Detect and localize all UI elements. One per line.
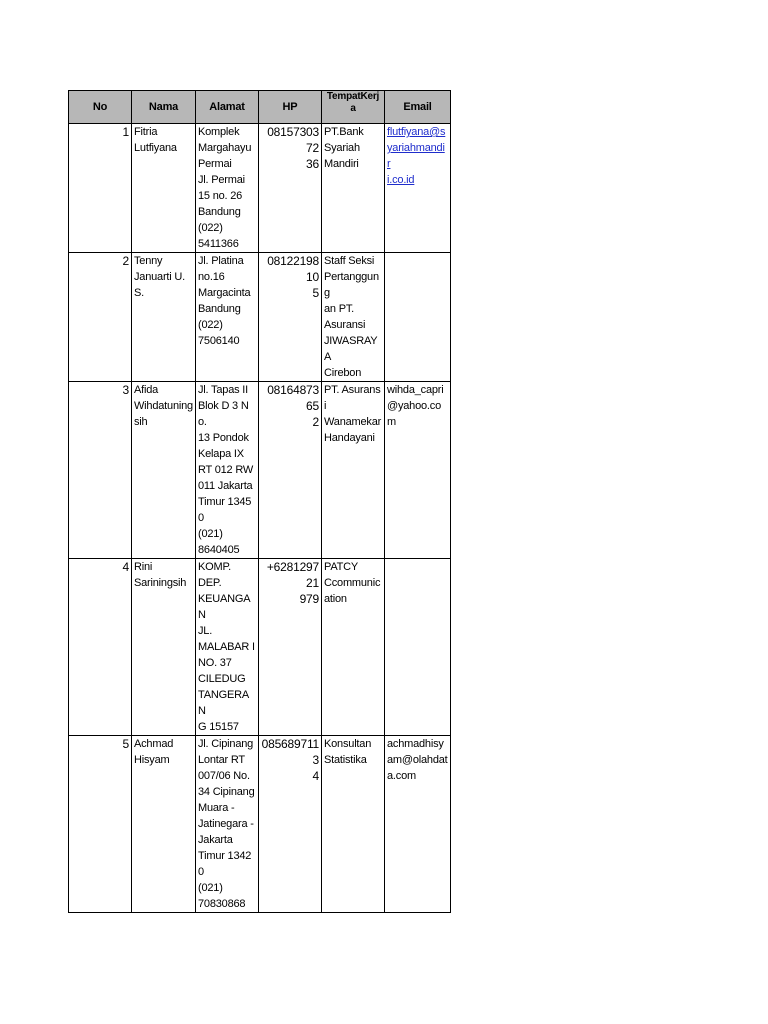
cell-alamat[interactable] <box>196 736 259 913</box>
cell-hp[interactable] <box>259 253 322 382</box>
cell-nama-line: S. <box>134 287 144 299</box>
header-tempat-kerja[interactable]: TempatKerj a <box>322 91 385 124</box>
spreadsheet-area <box>68 90 451 913</box>
cell-no[interactable]: 1 <box>69 124 132 253</box>
cell-alamat[interactable] <box>196 382 259 559</box>
cell-alamat-line: 15 no. 26 <box>198 190 243 202</box>
header-nama[interactable]: Nama <box>132 91 196 124</box>
header-hp[interactable]: HP <box>259 91 322 124</box>
email-link-line[interactable]: i.co.id <box>387 174 415 186</box>
cell-alamat-line: Jl. Cipinang <box>198 738 254 750</box>
cell-nama-line: Afida <box>134 384 159 396</box>
cell-hp-line: +628129721 <box>266 560 319 590</box>
cell-nama-line: Januarti U. <box>134 271 185 283</box>
cell-hp[interactable] <box>259 124 322 253</box>
cell-hp-line: 0815730372 <box>267 125 319 155</box>
cell-email-line: m <box>387 416 396 428</box>
cell-nama-line: Wihdatuning <box>134 400 193 412</box>
cell-nama-line: sih <box>134 416 148 428</box>
cell-alamat[interactable] <box>196 124 259 253</box>
cell-no[interactable]: 2 <box>69 253 132 382</box>
cell-email-line: am@olahdat <box>387 754 448 766</box>
cell-tempat-kerja-line: Cirebon <box>324 367 362 379</box>
cell-alamat-line: Margahayu <box>198 142 252 154</box>
cell-email[interactable] <box>385 736 451 913</box>
cell-nama[interactable] <box>132 253 196 382</box>
cell-alamat-line: Komplek <box>198 126 240 138</box>
email-link-line[interactable]: flutfiyana@s <box>387 126 446 138</box>
cell-email-line: a.com <box>387 770 416 782</box>
cell-tempat-kerja-line: Syariah <box>324 142 360 154</box>
cell-alamat-line: Blok D 3 No. <box>198 400 249 428</box>
cell-alamat-line: CILEDUG <box>198 673 246 685</box>
cell-nama-line: Sariningsih <box>134 577 187 589</box>
cell-tempat-kerja-line: Ccommunic <box>324 577 381 589</box>
cell-email[interactable] <box>385 382 451 559</box>
cell-tempat-kerja-line: ation <box>324 593 347 605</box>
cell-tempat-kerja-line: Statistika <box>324 754 367 766</box>
cell-hp-line: 4 <box>312 769 319 783</box>
cell-alamat-line: Jatinegara - <box>198 818 254 830</box>
cell-alamat-line: Bandung <box>198 303 241 315</box>
cell-alamat-line: Kelapa IX <box>198 448 244 460</box>
cell-alamat-line: 5411366 <box>198 238 239 250</box>
email-link-line[interactable]: yariahmandir <box>387 142 445 170</box>
cell-alamat-line: Jakarta <box>198 834 233 846</box>
cell-alamat-line: RT 012 RW <box>198 464 254 476</box>
cell-no[interactable]: 4 <box>69 559 132 736</box>
cell-alamat-line: Bandung <box>198 206 241 218</box>
cell-alamat-line: Jl. Platina <box>198 255 244 267</box>
cell-alamat-line: (021) <box>198 528 223 540</box>
cell-nama[interactable] <box>132 382 196 559</box>
cell-tempat-kerja-line: an PT. <box>324 303 354 315</box>
header-no[interactable]: No <box>69 91 132 124</box>
cell-alamat-line: Lontar RT <box>198 754 245 766</box>
cell-tempat-kerja-line: Mandiri <box>324 158 359 170</box>
cell-tempat-kerja[interactable] <box>322 382 385 559</box>
cell-email-line: achmadhisy <box>387 738 444 750</box>
cell-email[interactable] <box>385 253 451 382</box>
header-alamat[interactable]: Alamat <box>196 91 259 124</box>
cell-alamat-line: Timur 13450 <box>198 496 252 524</box>
cell-alamat-line: 70830868 <box>198 898 246 910</box>
table-row <box>69 124 451 253</box>
cell-nama-line: Achmad <box>134 738 174 750</box>
table-row <box>69 253 451 382</box>
cell-tempat-kerja[interactable] <box>322 253 385 382</box>
cell-alamat-line: Margacinta <box>198 287 251 299</box>
cell-alamat-line: 8640405 <box>198 544 240 556</box>
cell-tempat-kerja-line: Staff Seksi <box>324 255 375 267</box>
cell-hp-line: 36 <box>306 157 319 171</box>
cell-tempat-kerja-line: PT.Bank <box>324 126 364 138</box>
cell-tempat-kerja-line: Handayani <box>324 432 375 444</box>
cell-hp-line: 2 <box>312 415 319 429</box>
cell-email[interactable] <box>385 559 451 736</box>
cell-hp-line: 979 <box>299 592 319 606</box>
cell-nama-line: Tenny <box>134 255 163 267</box>
cell-alamat-line: Muara - <box>198 802 235 814</box>
cell-alamat-line: MALABAR I <box>198 641 255 653</box>
cell-tempat-kerja[interactable] <box>322 559 385 736</box>
cell-alamat-line: 007/06 No. <box>198 770 250 782</box>
cell-alamat-line: 13 Pondok <box>198 432 249 444</box>
cell-tempat-kerja-line: Konsultan <box>324 738 372 750</box>
contacts-table <box>68 90 451 913</box>
cell-alamat-line: Jl. Permai <box>198 174 245 186</box>
cell-tempat-kerja-line: Pertanggung <box>324 271 379 299</box>
cell-hp-line: 5 <box>312 286 319 300</box>
cell-alamat-line: (021) <box>198 882 223 894</box>
cell-alamat-line: KEUANGAN <box>198 593 251 621</box>
table-row <box>69 382 451 559</box>
cell-alamat[interactable] <box>196 253 259 382</box>
table-body <box>69 124 451 913</box>
cell-nama-line: Hisyam <box>134 754 170 766</box>
cell-nama-line: Lutfiyana <box>134 142 177 154</box>
cell-email-line: @yahoo.co <box>387 400 442 412</box>
cell-hp-line: 0816487365 <box>267 383 319 413</box>
cell-tempat-kerja-line: PT. Asuransi <box>324 384 381 412</box>
header-row <box>69 91 451 124</box>
cell-alamat-line: no.16 <box>198 271 225 283</box>
cell-alamat[interactable] <box>196 559 259 736</box>
cell-alamat-line: 7506140 <box>198 335 240 347</box>
cell-nama[interactable] <box>132 559 196 736</box>
cell-tempat-kerja[interactable] <box>322 124 385 253</box>
cell-alamat-line: 34 Cipinang <box>198 786 255 798</box>
cell-hp[interactable] <box>259 382 322 559</box>
cell-alamat-line: NO. 37 <box>198 657 232 669</box>
cell-no[interactable]: 3 <box>69 382 132 559</box>
cell-alamat-line: Timur 13420 <box>198 850 252 878</box>
cell-alamat-line: (022) <box>198 222 223 234</box>
cell-alamat-line: Jl. Tapas II <box>198 384 248 396</box>
cell-nama-line: Fitria <box>134 126 158 138</box>
cell-alamat-line: KOMP. <box>198 561 232 573</box>
cell-alamat-line: 011 Jakarta <box>198 480 253 492</box>
cell-tempat-kerja-line: PATCY <box>324 561 359 573</box>
cell-alamat-line: DEP. <box>198 577 222 589</box>
cell-hp[interactable] <box>259 736 322 913</box>
cell-tempat-kerja-line: Asuransi <box>324 319 366 331</box>
cell-hp-line: 0812219810 <box>267 254 319 284</box>
cell-tempat-kerja-line: JIWASRAYA <box>324 335 378 363</box>
cell-nama[interactable] <box>132 124 196 253</box>
cell-alamat-line: JL. <box>198 625 213 637</box>
header-email[interactable]: Email <box>385 91 451 124</box>
cell-email-line: wihda_capri <box>387 384 444 396</box>
cell-no[interactable]: 5 <box>69 736 132 913</box>
cell-nama-line: Rini <box>134 561 153 573</box>
cell-email[interactable] <box>385 124 451 253</box>
cell-hp-line: 0856897113 <box>261 737 319 767</box>
cell-hp[interactable] <box>259 559 322 736</box>
cell-tempat-kerja[interactable] <box>322 736 385 913</box>
table-row <box>69 736 451 913</box>
cell-nama[interactable] <box>132 736 196 913</box>
cell-alamat-line: TANGERAN <box>198 689 249 717</box>
cell-alamat-line: Permai <box>198 158 232 170</box>
cell-alamat-line: G 15157 <box>198 721 239 733</box>
cell-tempat-kerja-line: Wanamekar <box>324 416 382 428</box>
table-row <box>69 559 451 736</box>
cell-alamat-line: (022) <box>198 319 223 331</box>
